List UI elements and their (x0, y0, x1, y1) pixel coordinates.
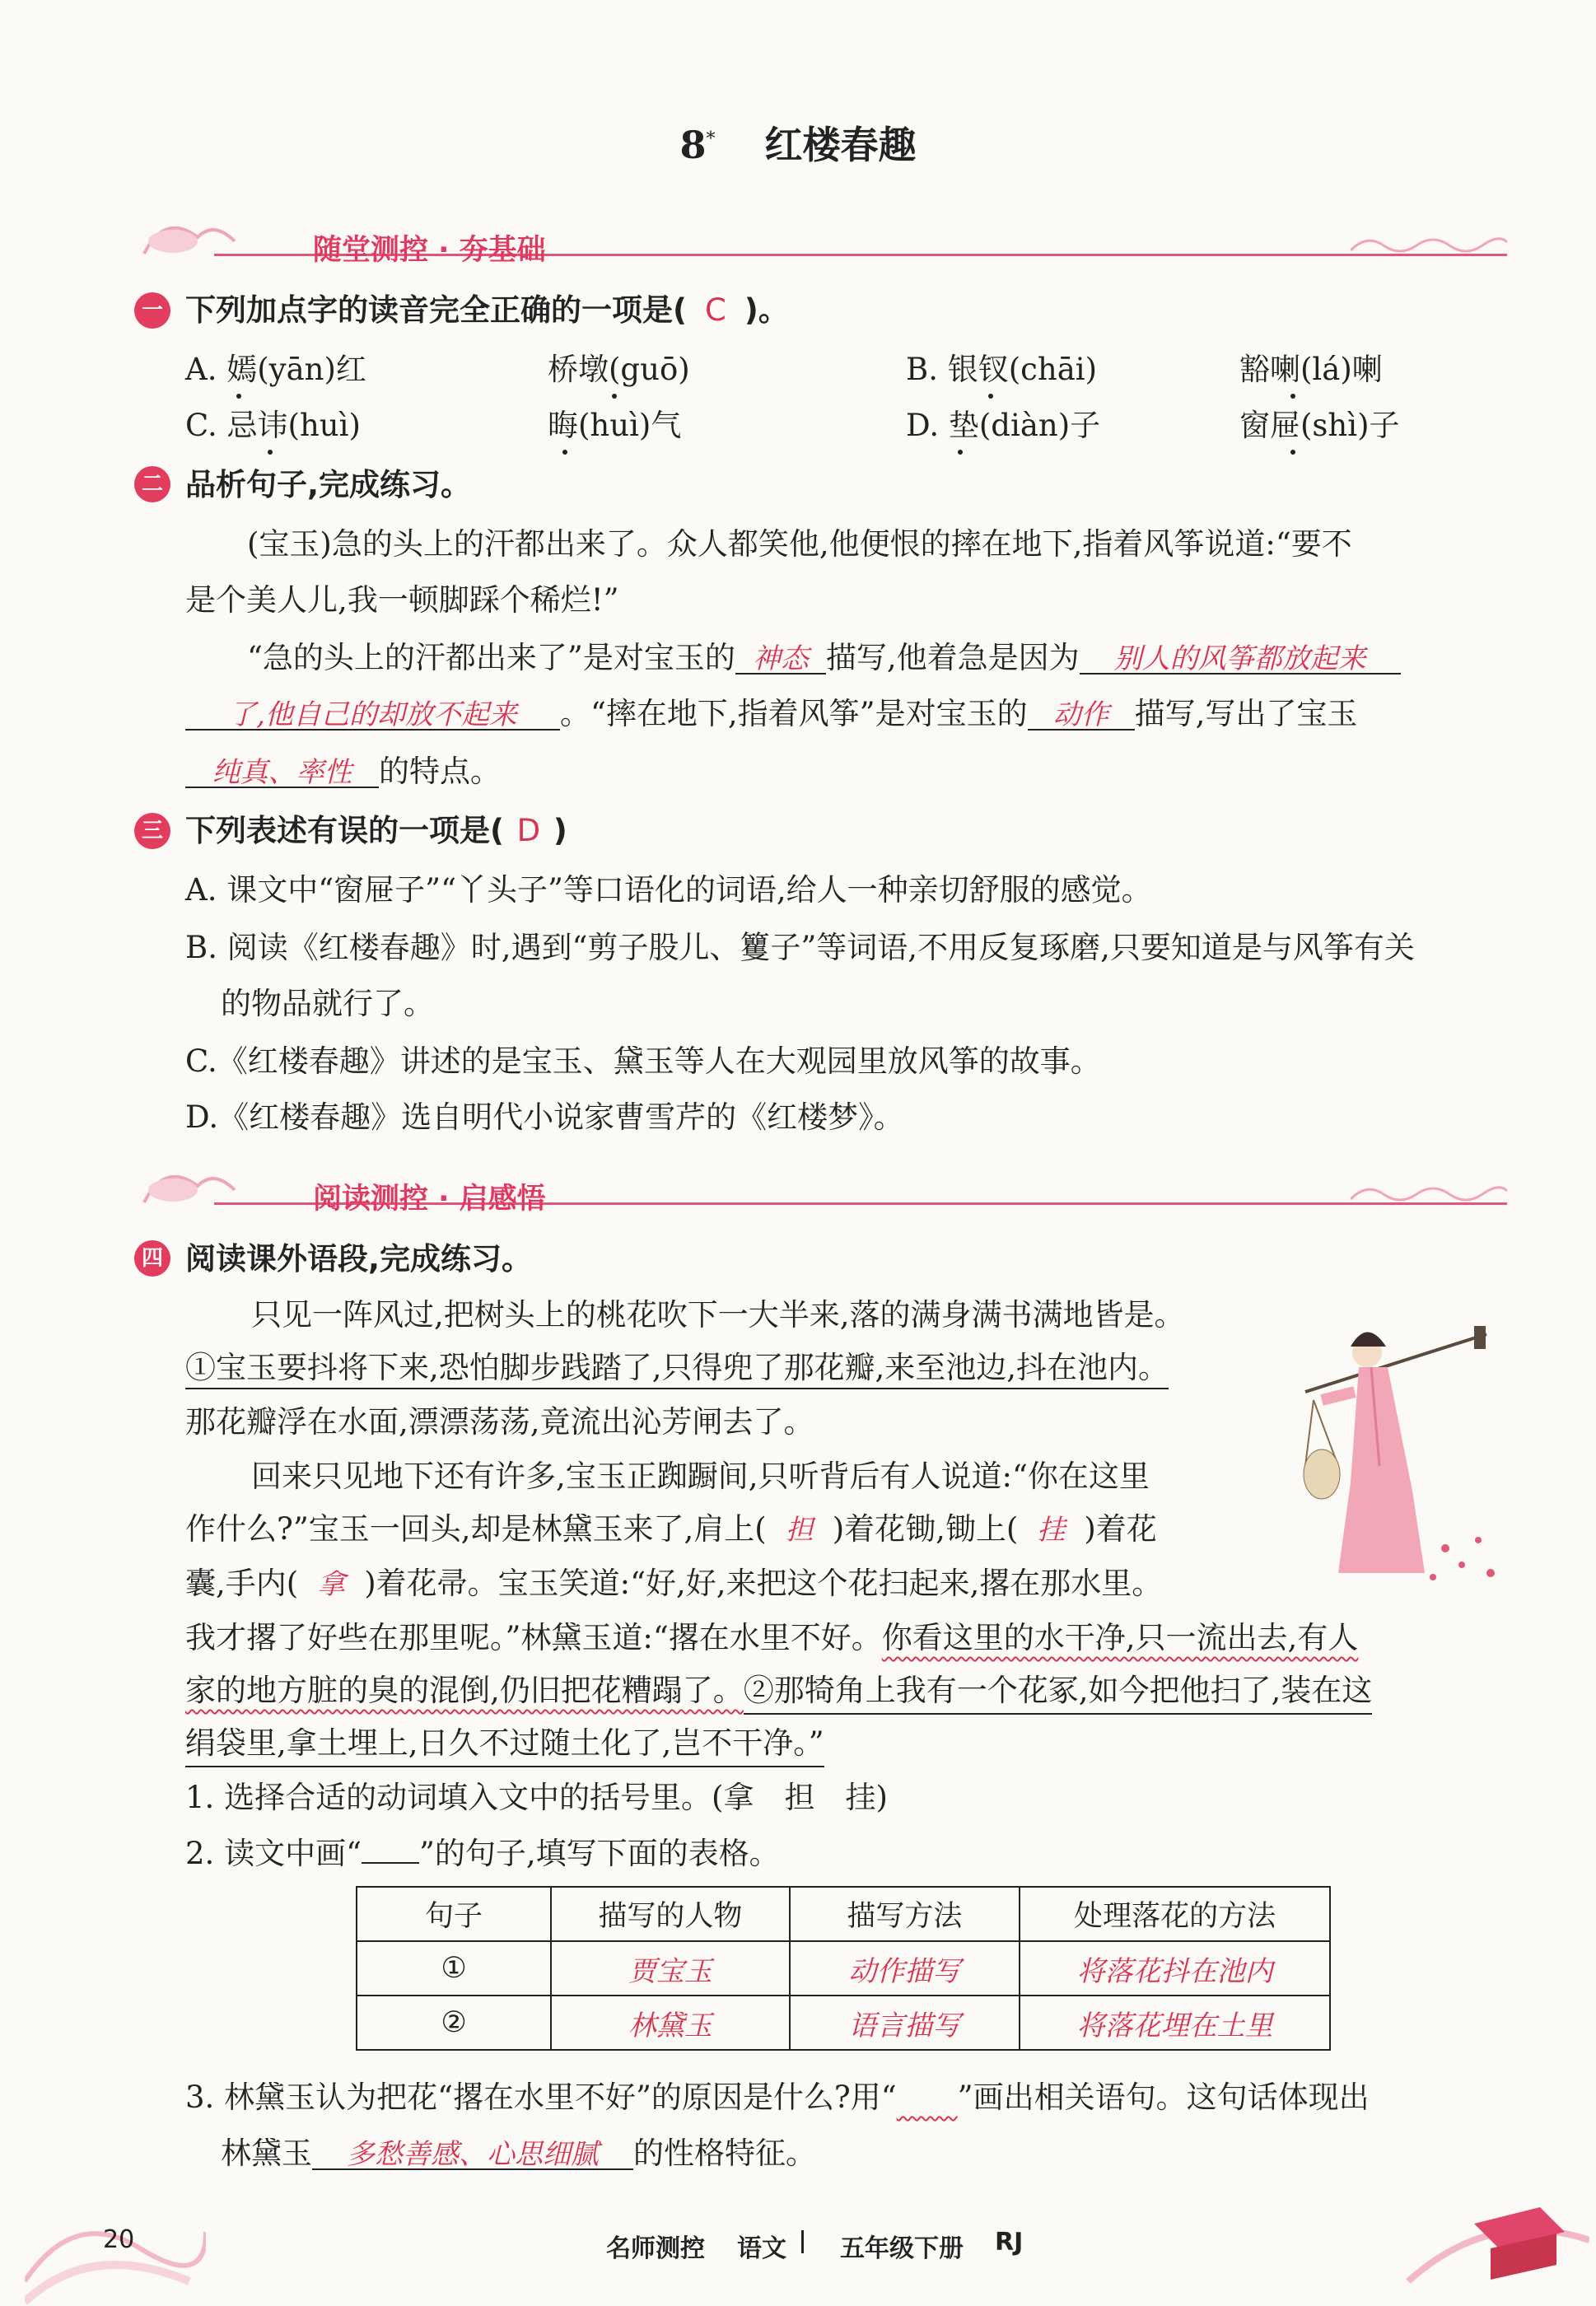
q4-passage-line-7 (185, 1622, 1358, 1653)
q1-option-c-2: 晦(huì)气 (548, 408, 682, 443)
table-header: 描写方法 (790, 1887, 1020, 1941)
sub3-text: ”画出相关语句。这句话体现出 (957, 2080, 1370, 2115)
option-word: 忌讳(huì) (226, 408, 361, 443)
sub3-text: 林黛玉 (221, 2136, 312, 2171)
q3-stem (185, 815, 567, 846)
q4-sub2 (185, 1838, 780, 1869)
lesson-star: * (706, 128, 716, 150)
q1-option-b-2: 豁喇(lá)喇 (1239, 352, 1383, 387)
table-cell: ① (357, 1941, 551, 1996)
question-badge-2: 二 (134, 466, 170, 502)
fill-text: 描写,他着急是因为 (825, 640, 1080, 675)
sub3-text: 的性格特征。 (633, 2136, 816, 2171)
q3-option-b: B. 阅读《红楼春趣》时,遇到“剪子股儿、籰子”等词语,不用反复琢磨,只要知道是与风筝有关 (185, 930, 1415, 965)
option-letter: D. (906, 408, 940, 443)
q4-passage-line-6 (185, 1568, 1162, 1599)
table-cell: 林黛玉 (551, 1996, 790, 2050)
q4-passage-line-9 (185, 1725, 824, 1761)
passage-text: 我才撂了好些在那里呢。”林黛玉道:“撂在水里不好。 (185, 1620, 882, 1655)
q3-option-a: A. 课文中“窗屉子”“丫头子”等口语化的词语,给人一种亲切舒服的感觉。 (185, 872, 1152, 908)
passage-text: )着花帚。宝玉笑道:“好,好,来把这个花扫起来,撂在那水里。 (364, 1566, 1163, 1601)
q4-passage-line-4: 回来只见地下还有许多,宝玉正踟蹰间,只听背后有人说道:“你在这里 (251, 1459, 1150, 1494)
q2-passage-line-1: (宝玉)急的头上的汗都出来了。众人都笑他,他便恨的摔在地下,指着风筝说道:“要不 (247, 526, 1352, 562)
q3-option-c: C.《红楼春趣》讲述的是宝玉、黛玉等人在大观园里放风筝的故事。 (185, 1043, 1101, 1079)
option-letter: A. (185, 352, 217, 387)
wavy-underlined-text: 你看这里的水干净,只一流出去,有人 (881, 1620, 1359, 1655)
table-cell: 动作描写 (790, 1941, 1020, 1996)
wave-ornament-icon (1351, 229, 1507, 257)
emphasis-dot (958, 450, 963, 455)
option-word: 嫣(yān)红 (226, 352, 366, 387)
q2-fill-line-3 (185, 756, 501, 788)
question-badge-3: 三 (134, 813, 170, 849)
emphasis-dot (236, 394, 241, 399)
answer-blank: 别人的风筝都放起来 (1080, 645, 1401, 675)
table-header: 句子 (357, 1887, 551, 1941)
q3-answer: D (516, 813, 541, 848)
fill-text: 的特点。 (379, 754, 501, 789)
answer-blank: 了,他自己的却放不起来 (185, 701, 560, 731)
answer-blank: 神态 (735, 645, 826, 675)
question-badge-4: 四 (134, 1240, 170, 1277)
footer-subject: 语文 (737, 2234, 786, 2263)
footer-edition: RJ (995, 2228, 1024, 2257)
answer-blank: 动作 (1028, 701, 1135, 731)
emphasis-dot (562, 450, 567, 455)
straight-line-mark (362, 1839, 419, 1864)
q3-option-b-cont: 的物品就行了。 (221, 986, 434, 1021)
wave-ornament-icon (1351, 1178, 1507, 1206)
lesson-number: 8 (679, 123, 707, 167)
sub2-text: ”的句子,填写下面的表格。 (418, 1836, 780, 1871)
section-label-2: 阅读测控 · 启感悟 (313, 1183, 546, 1216)
emphasis-dot (1290, 394, 1295, 399)
q4-passage-line-3: 那花瓣浮在水面,漂漂荡荡,竟流出沁芳闸去了。 (185, 1404, 814, 1440)
lin-daiyu-illustration (1289, 1301, 1511, 1598)
q4-passage-line-1: 只见一阵风过,把树头上的桃花吹下一大半来,落的满身满书满地皆是。 (251, 1297, 1185, 1333)
q1-option-a (185, 354, 366, 385)
fill-text: 描写,写出了宝玉 (1134, 696, 1358, 731)
answer-blank: 多愁善感、心思细腻 (312, 2140, 633, 2170)
emphasis-dot (612, 394, 617, 399)
passage-text: )着花 (1084, 1511, 1157, 1547)
page-number: 20 (103, 2225, 135, 2254)
sub2-text: 2. 读文中画“ (185, 1836, 362, 1871)
q2-stem: 品析句子,完成练习。 (185, 467, 472, 502)
q2-fill-line-1 (247, 642, 1401, 675)
q1-option-c (185, 410, 361, 441)
option-letter: C. (185, 408, 217, 443)
q2-fill-line-2 (185, 698, 1357, 731)
table-row (357, 1941, 1330, 1996)
q4-sub1: 1. 选择合适的动词填入文中的括号里。(拿 担 挂) (185, 1780, 888, 1815)
fill-text: 。“摔在地下,指着风筝”是对宝玉的 (560, 696, 1028, 731)
section-banner-1 (140, 221, 1507, 270)
q1-option-b (906, 354, 1097, 385)
lesson-title (0, 115, 1596, 170)
footer-grade: 五年级下册 (840, 2234, 964, 2263)
emphasis-dot (268, 450, 273, 455)
table-cell: 将落花抖在池内 (1020, 1941, 1330, 1996)
q4-sub3-line-2 (221, 2138, 816, 2170)
section-label-1: 随堂测控 · 夯基础 (313, 234, 546, 267)
q1-option-d (906, 410, 1100, 441)
question-badge-1: 一 (134, 292, 170, 329)
table-header-row (357, 1887, 1330, 1941)
table-cell: 贾宝玉 (551, 1941, 790, 1996)
q4-stem: 阅读课外语段,完成练习。 (185, 1241, 533, 1277)
footer-building-ornament-icon (1400, 2158, 1589, 2298)
q1-stem (185, 292, 789, 328)
verb-blank-2: 挂 (1037, 1514, 1066, 1547)
underlined-text: ②那犄角上我有一个花冢,如今把他扫了,装在这 (744, 1673, 1373, 1715)
option-word: 银钗(chāi) (947, 352, 1098, 387)
passage-text: 作什么?”宝玉一回头,却是林黛玉来了,肩上( (185, 1511, 767, 1547)
verb-blank-3: 拿 (317, 1568, 346, 1601)
footer-divider (801, 2230, 804, 2253)
emphasis-dot (1290, 450, 1295, 455)
table-cell: ② (357, 1996, 551, 2050)
q4-passage-line-2: ①宝玉要抖将下来,恐怕脚步践踏了,只得兜了那花瓣,来至池边,抖在池内。 (185, 1352, 1169, 1389)
lesson-name: 红楼春趣 (764, 123, 917, 167)
q2-passage-line-2: 是个美人儿,我一顿脚踩个稀烂!” (185, 582, 619, 618)
passage-text: )着花锄,锄上( (832, 1511, 1019, 1547)
q1-stem-end: )。 (744, 292, 789, 328)
q3-stem-end: ) (553, 813, 567, 848)
verb-blank-1: 担 (785, 1514, 814, 1547)
q3-stem-text: 下列表述有误的一项是( (185, 813, 504, 848)
q3-option-d: D.《红楼春趣》选自明代小说家曹雪芹的《红楼梦》。 (185, 1099, 904, 1135)
table-row (357, 1996, 1330, 2050)
footer-brand: 名师测控 (606, 2234, 705, 2263)
q1-option-d-2: 窗屉(shì)子 (1239, 408, 1400, 443)
q4-passage-line-8 (185, 1675, 1372, 1706)
section-banner-2 (140, 1169, 1507, 1219)
underlined-text: 绢袋里,拿土埋上,日久不过随土化了,岂不干净。” (185, 1725, 824, 1767)
wavy-line-mark (897, 2080, 958, 2115)
q1-stem-text: 下列加点字的读音完全正确的一项是( (185, 292, 687, 328)
table-cell: 语言描写 (790, 1996, 1020, 2050)
wavy-underlined-text: 家的地方脏的臭的混倒,仍旧把花糟蹋了。 (185, 1673, 744, 1708)
table-cell: 将落花埋在土里 (1020, 1996, 1330, 2050)
table-header: 处理落花的方法 (1020, 1887, 1330, 1941)
sub3-text: 3. 林黛玉认为把花“撂在水里不好”的原因是什么?用“ (185, 2080, 897, 2115)
q4-sub3-line-1 (185, 2080, 1370, 2115)
answer-table (356, 1886, 1331, 2051)
passage-text: 囊,手内( (185, 1566, 299, 1601)
table-header: 描写的人物 (551, 1887, 790, 1941)
emphasis-dot (988, 394, 993, 399)
q4-passage-line-5 (185, 1511, 1157, 1547)
fill-text: “急的头上的汗都出来了”是对宝玉的 (247, 640, 735, 675)
option-word: 垫(diàn)子 (948, 408, 1101, 443)
option-letter: B. (906, 352, 938, 387)
q1-option-a-2: 桥墩(guō) (548, 352, 690, 387)
q1-answer: C (705, 292, 726, 328)
answer-blank: 纯真、率性 (185, 759, 379, 788)
